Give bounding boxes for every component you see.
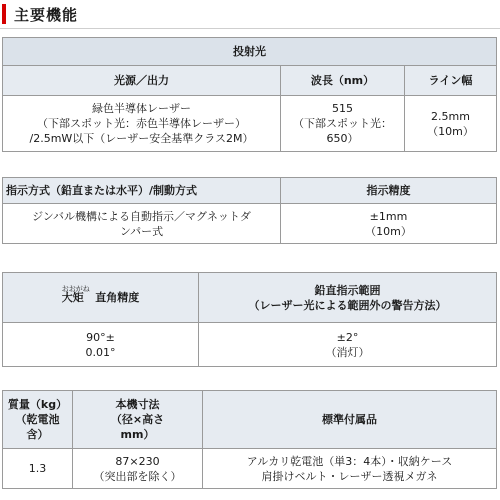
title-divider <box>0 28 500 29</box>
indication-method-value <box>3 204 281 244</box>
col-vertical-range <box>199 273 497 323</box>
col-mass <box>3 391 73 449</box>
section-title: 主要機能 <box>14 5 79 24</box>
wavelength-line: 515 <box>332 102 353 115</box>
col-right-angle-accuracy <box>3 273 199 323</box>
source-line: /2.5mW以下（レーザー安全基準クラス2M） <box>29 132 254 145</box>
source-line: 緑色半導体レーザー <box>92 102 191 115</box>
projection-header: 投射光 <box>3 38 497 66</box>
mass-header-line: 質量（kg） <box>7 398 68 411</box>
accessory-line: アルカリ乾電池（単3：4本）・収納ケース <box>246 454 453 468</box>
right-angle-base: 大矩 <box>61 291 84 304</box>
method-line: ジンバル機構による自動指示／マグネットダ <box>32 209 251 223</box>
right-angle-value <box>3 323 199 367</box>
size-header-line: 本機寸法 <box>115 398 160 411</box>
size-line: （突出部を除く） <box>93 469 182 483</box>
col-indication-accuracy: 指示精度 <box>281 178 497 204</box>
line-width-line: 2.5mm <box>431 109 470 123</box>
spec-table-physical <box>2 390 497 489</box>
right-angle-label: 直角精度 <box>95 291 140 304</box>
vertical-range-value <box>199 323 497 367</box>
accessory-line: 肩掛けベルト・レーザー透視メガネ <box>261 469 438 483</box>
line-width-value <box>405 96 497 152</box>
dimensions-value <box>73 449 203 489</box>
col-accessories: 標準付属品 <box>203 391 497 449</box>
wavelength-line: （下部スポット光： <box>293 117 392 130</box>
range-header-line: （レーザー光による範囲外の警告方法） <box>248 298 447 312</box>
mass-header-line: （乾電池 <box>15 413 60 426</box>
method-line: ンパー式 <box>119 224 164 238</box>
size-line: 87×230 <box>115 454 160 468</box>
col-wavelength: 波長（nm） <box>281 66 405 96</box>
spec-table-projection <box>2 37 497 152</box>
ruby-group <box>61 285 90 305</box>
range-line: ±2° <box>336 330 359 344</box>
source-output-value <box>3 96 281 152</box>
wavelength-value <box>281 96 405 152</box>
line-width-line: （10m） <box>427 124 474 138</box>
range-line: （消灯） <box>325 345 370 359</box>
size-header-line: （径×高さ <box>110 413 165 426</box>
col-dimensions <box>73 391 203 449</box>
size-header-line: mm） <box>120 428 155 441</box>
ruby-reading: おおがね <box>61 285 90 293</box>
col-indication-method: 指示方式（鉛直または水平）/制動方式 <box>3 178 281 204</box>
section-header <box>0 0 500 28</box>
right-angle-line: 90°± <box>86 330 115 344</box>
col-source-output: 光源／出力 <box>3 66 281 96</box>
range-header-line: 鉛直指示範囲 <box>314 283 381 297</box>
title-accent-bar <box>2 4 6 24</box>
spec-table-indication <box>2 177 497 244</box>
mass-header-line: 含） <box>26 428 49 441</box>
mass-value: 1.3 <box>3 449 73 489</box>
wavelength-line: 650） <box>326 132 359 145</box>
source-line: （下部スポット光：赤色半導体レーザー） <box>37 117 246 130</box>
accuracy-line: （10m） <box>365 224 412 238</box>
col-line-width: ライン幅 <box>405 66 497 96</box>
indication-accuracy-value <box>281 204 497 244</box>
accuracy-line: ±1mm <box>369 209 408 223</box>
accessories-value <box>203 449 497 489</box>
spec-table-right-angle <box>2 272 497 367</box>
right-angle-line: 0.01° <box>85 345 116 359</box>
